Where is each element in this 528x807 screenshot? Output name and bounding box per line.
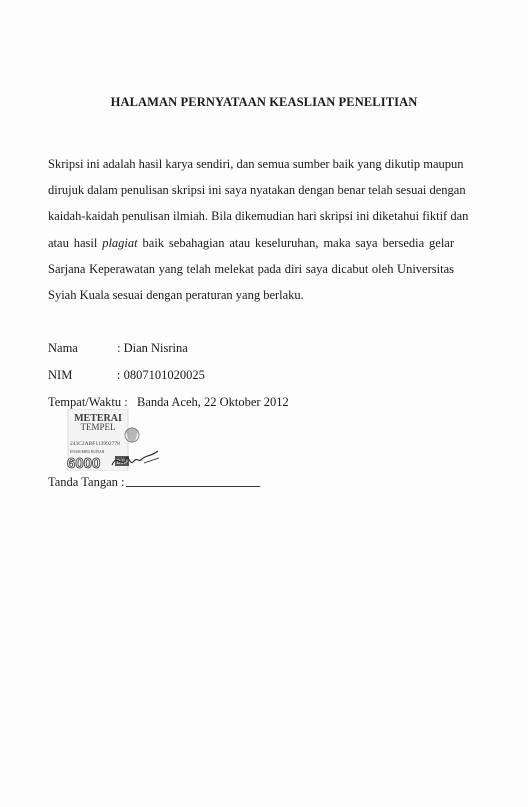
- tanda-tangan-label: Tanda Tangan :: [48, 475, 125, 489]
- paragraph-line: [48, 230, 454, 256]
- signature-line: [126, 486, 260, 487]
- nim-value: : 0807101020025: [117, 368, 205, 382]
- stamp-serial: 243C2ABF113992778: [70, 441, 120, 447]
- paragraph-line: Syiah Kuala sesuai dengan peraturan yang berlaku.: [48, 287, 304, 302]
- tempat-waktu-label: Tempat/Waktu :: [48, 395, 128, 409]
- statement-paragraph: [48, 151, 469, 308]
- paragraph-italic-word: plagiat: [102, 235, 138, 250]
- stamp-line2: TEMPEL: [80, 422, 116, 432]
- stamp-value: 6000: [67, 455, 101, 471]
- paragraph-line: Skripsi ini adalah hasil karya sendiri, dan semua sumber baik yang dikutip maupun: [48, 157, 464, 171]
- nama-label: Nama: [48, 341, 78, 355]
- nim-label: NIM: [48, 368, 73, 382]
- paragraph-text: baik sebahagian atau keseluruhan, maka saya bersedia gelar: [142, 235, 455, 250]
- paragraph-line: kaidah-kaidah penulisan ilmiah. Bila dikemudian hari skripsi ini diketahui fiktif dan: [48, 209, 469, 224]
- tempat-waktu-row: [48, 395, 289, 410]
- nama-row: [48, 341, 188, 356]
- page-title: HALAMAN PERNYATAAN KEASLIAN PENELITIAN: [110, 95, 418, 109]
- nim-row: [48, 368, 205, 383]
- nama-value: : Dian Nisrina: [117, 341, 188, 355]
- djp-badge-text: DJP: [116, 460, 128, 466]
- meterai-stamp: [62, 409, 160, 471]
- tanda-tangan-row: [48, 475, 124, 490]
- tempat-waktu-value: Banda Aceh, 22 Oktober 2012: [137, 395, 289, 409]
- paragraph-line: Sarjana Keperawatan yang telah melekat pada diri saya dicabut oleh Universitas: [48, 261, 454, 276]
- paragraph-text: atau hasil: [48, 235, 98, 250]
- stamp-small-text: ENAM RIBU RUPIAH: [70, 450, 105, 454]
- signature-stroke-icon: [144, 458, 159, 463]
- paragraph-line: dirujuk dalam penulisan skripsi ini saya nyatakan dengan benar telah sesuai dengan: [48, 183, 466, 198]
- stamp-line1: METERAI: [74, 413, 122, 424]
